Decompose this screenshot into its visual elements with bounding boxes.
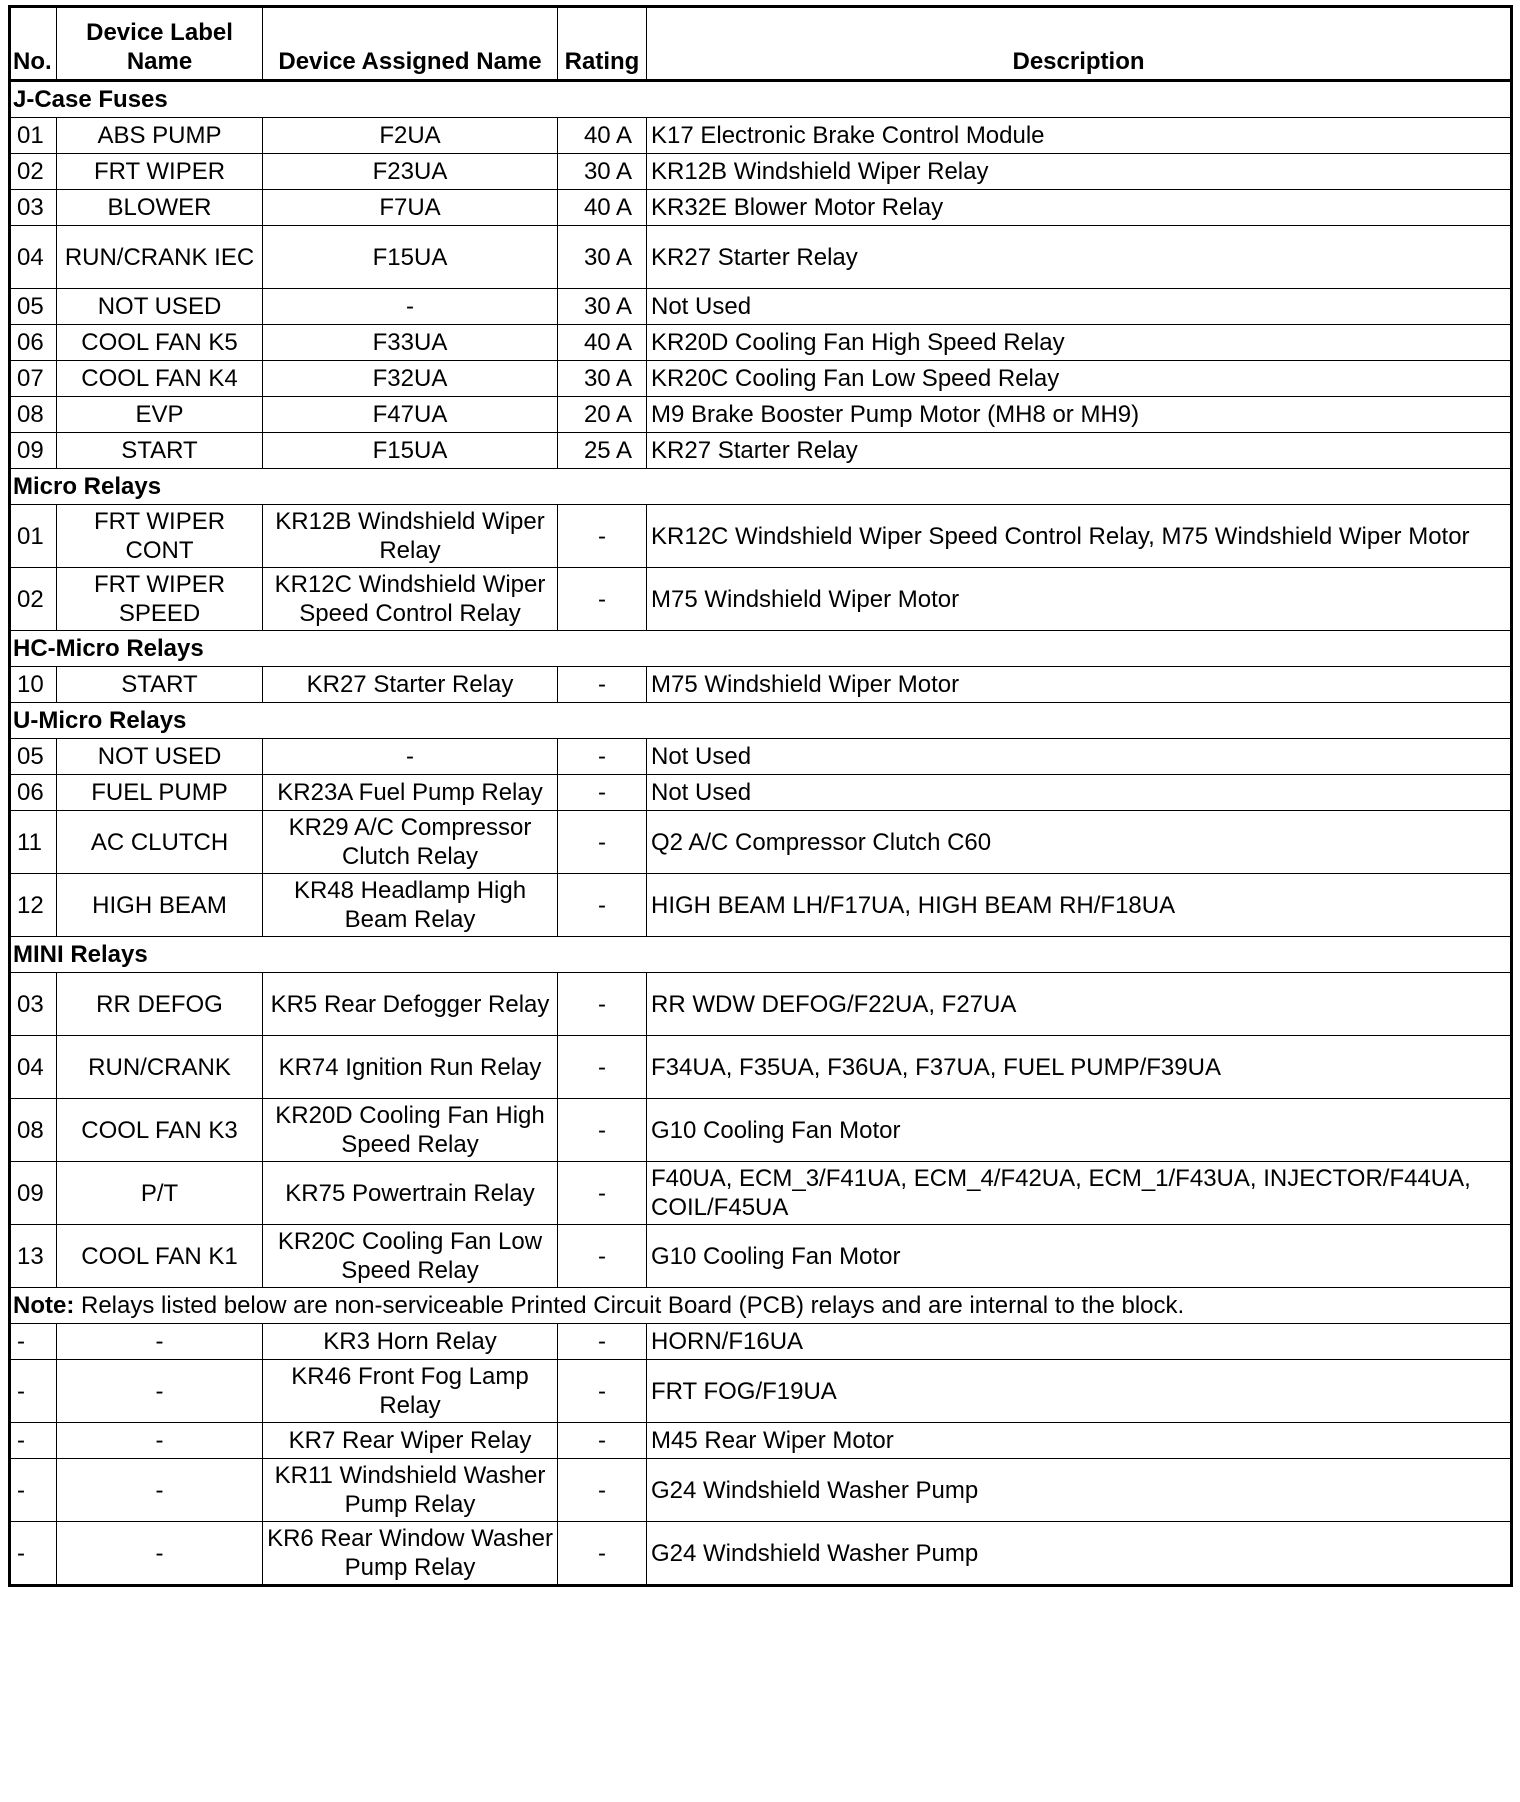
cell-no: 05	[10, 289, 57, 325]
cell-no: 03	[10, 190, 57, 226]
cell-device-label: -	[57, 1324, 263, 1360]
cell-rating: 30 A	[558, 154, 647, 190]
cell-no: 03	[10, 973, 57, 1036]
cell-assigned-name: F32UA	[263, 361, 558, 397]
cell-device-label: START	[57, 433, 263, 469]
cell-rating: -	[558, 811, 647, 874]
cell-rating: -	[558, 1459, 647, 1522]
section-header-row	[10, 703, 1512, 739]
cell-description: KR20C Cooling Fan Low Speed Relay	[647, 361, 1512, 397]
cell-description: M9 Brake Booster Pump Motor (MH8 or MH9)	[647, 397, 1512, 433]
cell-no: 02	[10, 568, 57, 631]
cell-assigned-name: F15UA	[263, 433, 558, 469]
cell-rating: -	[558, 1225, 647, 1288]
table-row	[10, 1036, 1512, 1099]
cell-rating: -	[558, 667, 647, 703]
cell-rating: -	[558, 1036, 647, 1099]
cell-no: -	[10, 1459, 57, 1522]
cell-assigned-name: KR74 Ignition Run Relay	[263, 1036, 558, 1099]
section-header-row	[10, 469, 1512, 505]
table-row	[10, 1522, 1512, 1586]
cell-rating: 40 A	[558, 325, 647, 361]
table-row	[10, 226, 1512, 289]
fuse-relay-table	[8, 5, 1513, 1587]
cell-assigned-name: F15UA	[263, 226, 558, 289]
header-assigned-name: Device Assigned Name	[263, 7, 558, 81]
cell-description: G10 Cooling Fan Motor	[647, 1099, 1512, 1162]
cell-device-label: FRT WIPER CONT	[57, 505, 263, 568]
cell-no: 08	[10, 1099, 57, 1162]
table-row	[10, 1099, 1512, 1162]
table-row	[10, 874, 1512, 937]
cell-device-label: -	[57, 1360, 263, 1423]
cell-assigned-name: KR3 Horn Relay	[263, 1324, 558, 1360]
cell-assigned-name: KR29 A/C Compressor Clutch Relay	[263, 811, 558, 874]
cell-device-label: NOT USED	[57, 739, 263, 775]
cell-description: Q2 A/C Compressor Clutch C60	[647, 811, 1512, 874]
cell-description: KR32E Blower Motor Relay	[647, 190, 1512, 226]
cell-assigned-name: KR12C Windshield Wiper Speed Control Relay	[263, 568, 558, 631]
table-row	[10, 667, 1512, 703]
table-row	[10, 973, 1512, 1036]
table-row	[10, 1423, 1512, 1459]
cell-no: 09	[10, 1162, 57, 1225]
cell-description: M45 Rear Wiper Motor	[647, 1423, 1512, 1459]
table-body	[10, 81, 1512, 1586]
table-row	[10, 1324, 1512, 1360]
cell-description: RR WDW DEFOG/F22UA, F27UA	[647, 973, 1512, 1036]
cell-rating: 20 A	[558, 397, 647, 433]
cell-assigned-name: -	[263, 289, 558, 325]
cell-no: 06	[10, 775, 57, 811]
section-title: MINI Relays	[10, 937, 1512, 973]
header-device-label: Device Label Name	[57, 7, 263, 81]
cell-no: -	[10, 1522, 57, 1586]
cell-description: KR12C Windshield Wiper Speed Control Relay, M75 Windshield Wiper Motor	[647, 505, 1512, 568]
cell-description: M75 Windshield Wiper Motor	[647, 667, 1512, 703]
cell-rating: 25 A	[558, 433, 647, 469]
header-row	[10, 7, 1512, 81]
table-row	[10, 739, 1512, 775]
cell-no: 06	[10, 325, 57, 361]
cell-device-label: FRT WIPER SPEED	[57, 568, 263, 631]
cell-assigned-name: KR12B Windshield Wiper Relay	[263, 505, 558, 568]
cell-no: 05	[10, 739, 57, 775]
cell-rating: 30 A	[558, 289, 647, 325]
table-row	[10, 361, 1512, 397]
cell-device-label: NOT USED	[57, 289, 263, 325]
cell-no: -	[10, 1360, 57, 1423]
cell-rating: -	[558, 874, 647, 937]
cell-description: F40UA, ECM_3/F41UA, ECM_4/F42UA, ECM_1/F43UA, INJECTOR/F44UA, COIL/F45UA	[647, 1162, 1512, 1225]
cell-rating: -	[558, 568, 647, 631]
cell-rating: 40 A	[558, 118, 647, 154]
cell-assigned-name: -	[263, 739, 558, 775]
cell-description: M75 Windshield Wiper Motor	[647, 568, 1512, 631]
cell-description: G24 Windshield Washer Pump	[647, 1459, 1512, 1522]
note-label: Note:	[13, 1292, 75, 1319]
cell-no: 07	[10, 361, 57, 397]
cell-description: G24 Windshield Washer Pump	[647, 1522, 1512, 1586]
section-title: J-Case Fuses	[10, 81, 1512, 118]
cell-no: 12	[10, 874, 57, 937]
cell-description: KR27 Starter Relay	[647, 433, 1512, 469]
table-row	[10, 1162, 1512, 1225]
cell-assigned-name: F47UA	[263, 397, 558, 433]
cell-rating: -	[558, 1099, 647, 1162]
cell-device-label: BLOWER	[57, 190, 263, 226]
cell-device-label: COOL FAN K5	[57, 325, 263, 361]
cell-device-label: -	[57, 1459, 263, 1522]
cell-no: 02	[10, 154, 57, 190]
table-row	[10, 433, 1512, 469]
cell-description: KR12B Windshield Wiper Relay	[647, 154, 1512, 190]
cell-assigned-name: F2UA	[263, 118, 558, 154]
cell-assigned-name: KR5 Rear Defogger Relay	[263, 973, 558, 1036]
cell-no: 08	[10, 397, 57, 433]
cell-no: 09	[10, 433, 57, 469]
cell-assigned-name: KR20C Cooling Fan Low Speed Relay	[263, 1225, 558, 1288]
table-row	[10, 397, 1512, 433]
cell-device-label: COOL FAN K1	[57, 1225, 263, 1288]
cell-description: Not Used	[647, 739, 1512, 775]
cell-no: 11	[10, 811, 57, 874]
cell-device-label: RUN/CRANK	[57, 1036, 263, 1099]
cell-assigned-name: KR27 Starter Relay	[263, 667, 558, 703]
cell-rating: -	[558, 1522, 647, 1586]
cell-description: K17 Electronic Brake Control Module	[647, 118, 1512, 154]
cell-rating: -	[558, 1162, 647, 1225]
cell-rating: 30 A	[558, 361, 647, 397]
cell-rating: -	[558, 1423, 647, 1459]
note-text: Relays listed below are non-serviceable Printed Circuit Board (PCB) relays and are internal to the block.	[74, 1292, 1185, 1319]
cell-assigned-name: F33UA	[263, 325, 558, 361]
cell-no: -	[10, 1423, 57, 1459]
cell-device-label: START	[57, 667, 263, 703]
section-title: U-Micro Relays	[10, 703, 1512, 739]
cell-description: Not Used	[647, 775, 1512, 811]
table-row	[10, 1360, 1512, 1423]
cell-description: Not Used	[647, 289, 1512, 325]
table-row	[10, 325, 1512, 361]
cell-assigned-name: KR48 Headlamp High Beam Relay	[263, 874, 558, 937]
cell-no: 04	[10, 1036, 57, 1099]
table-row	[10, 775, 1512, 811]
cell-no: 01	[10, 505, 57, 568]
cell-assigned-name: KR6 Rear Window Washer Pump Relay	[263, 1522, 558, 1586]
cell-no: 10	[10, 667, 57, 703]
cell-device-label: HIGH BEAM	[57, 874, 263, 937]
note-row	[10, 1288, 1512, 1324]
cell-device-label: AC CLUTCH	[57, 811, 263, 874]
cell-assigned-name: KR75 Powertrain Relay	[263, 1162, 558, 1225]
section-title: HC-Micro Relays	[10, 631, 1512, 667]
cell-assigned-name: F7UA	[263, 190, 558, 226]
cell-assigned-name: KR46 Front Fog Lamp Relay	[263, 1360, 558, 1423]
cell-rating: -	[558, 1360, 647, 1423]
cell-rating: -	[558, 739, 647, 775]
cell-assigned-name: KR23A Fuel Pump Relay	[263, 775, 558, 811]
cell-rating: 40 A	[558, 190, 647, 226]
cell-rating: -	[558, 775, 647, 811]
cell-device-label: RR DEFOG	[57, 973, 263, 1036]
cell-description: KR20D Cooling Fan High Speed Relay	[647, 325, 1512, 361]
table-row	[10, 118, 1512, 154]
cell-description: HORN/F16UA	[647, 1324, 1512, 1360]
table-row	[10, 811, 1512, 874]
section-header-row	[10, 631, 1512, 667]
table-row	[10, 568, 1512, 631]
note-cell	[10, 1288, 1512, 1324]
cell-assigned-name: F23UA	[263, 154, 558, 190]
header-rating: Rating	[558, 7, 647, 81]
cell-device-label: FUEL PUMP	[57, 775, 263, 811]
cell-device-label: P/T	[57, 1162, 263, 1225]
cell-description: FRT FOG/F19UA	[647, 1360, 1512, 1423]
table-row	[10, 190, 1512, 226]
cell-device-label: -	[57, 1522, 263, 1586]
table-row	[10, 1225, 1512, 1288]
header-no: No.	[10, 7, 57, 81]
cell-no: -	[10, 1324, 57, 1360]
cell-description: F34UA, F35UA, F36UA, F37UA, FUEL PUMP/F39UA	[647, 1036, 1512, 1099]
cell-device-label: COOL FAN K3	[57, 1099, 263, 1162]
section-header-row	[10, 937, 1512, 973]
cell-device-label: ABS PUMP	[57, 118, 263, 154]
cell-device-label: RUN/CRANK IEC	[57, 226, 263, 289]
section-title: Micro Relays	[10, 469, 1512, 505]
cell-no: 04	[10, 226, 57, 289]
cell-assigned-name: KR11 Windshield Washer Pump Relay	[263, 1459, 558, 1522]
cell-rating: -	[558, 1324, 647, 1360]
cell-device-label: COOL FAN K4	[57, 361, 263, 397]
cell-no: 01	[10, 118, 57, 154]
cell-device-label: FRT WIPER	[57, 154, 263, 190]
cell-description: HIGH BEAM LH/F17UA, HIGH BEAM RH/F18UA	[647, 874, 1512, 937]
cell-description: KR27 Starter Relay	[647, 226, 1512, 289]
table-header	[10, 7, 1512, 81]
table-row	[10, 154, 1512, 190]
cell-rating: 30 A	[558, 226, 647, 289]
table-row	[10, 289, 1512, 325]
cell-device-label: -	[57, 1423, 263, 1459]
cell-assigned-name: KR20D Cooling Fan High Speed Relay	[263, 1099, 558, 1162]
cell-assigned-name: KR7 Rear Wiper Relay	[263, 1423, 558, 1459]
table-row	[10, 1459, 1512, 1522]
cell-rating: -	[558, 973, 647, 1036]
table-row	[10, 505, 1512, 568]
cell-description: G10 Cooling Fan Motor	[647, 1225, 1512, 1288]
section-header-row	[10, 81, 1512, 118]
cell-device-label: EVP	[57, 397, 263, 433]
header-description: Description	[647, 7, 1512, 81]
cell-rating: -	[558, 505, 647, 568]
cell-no: 13	[10, 1225, 57, 1288]
